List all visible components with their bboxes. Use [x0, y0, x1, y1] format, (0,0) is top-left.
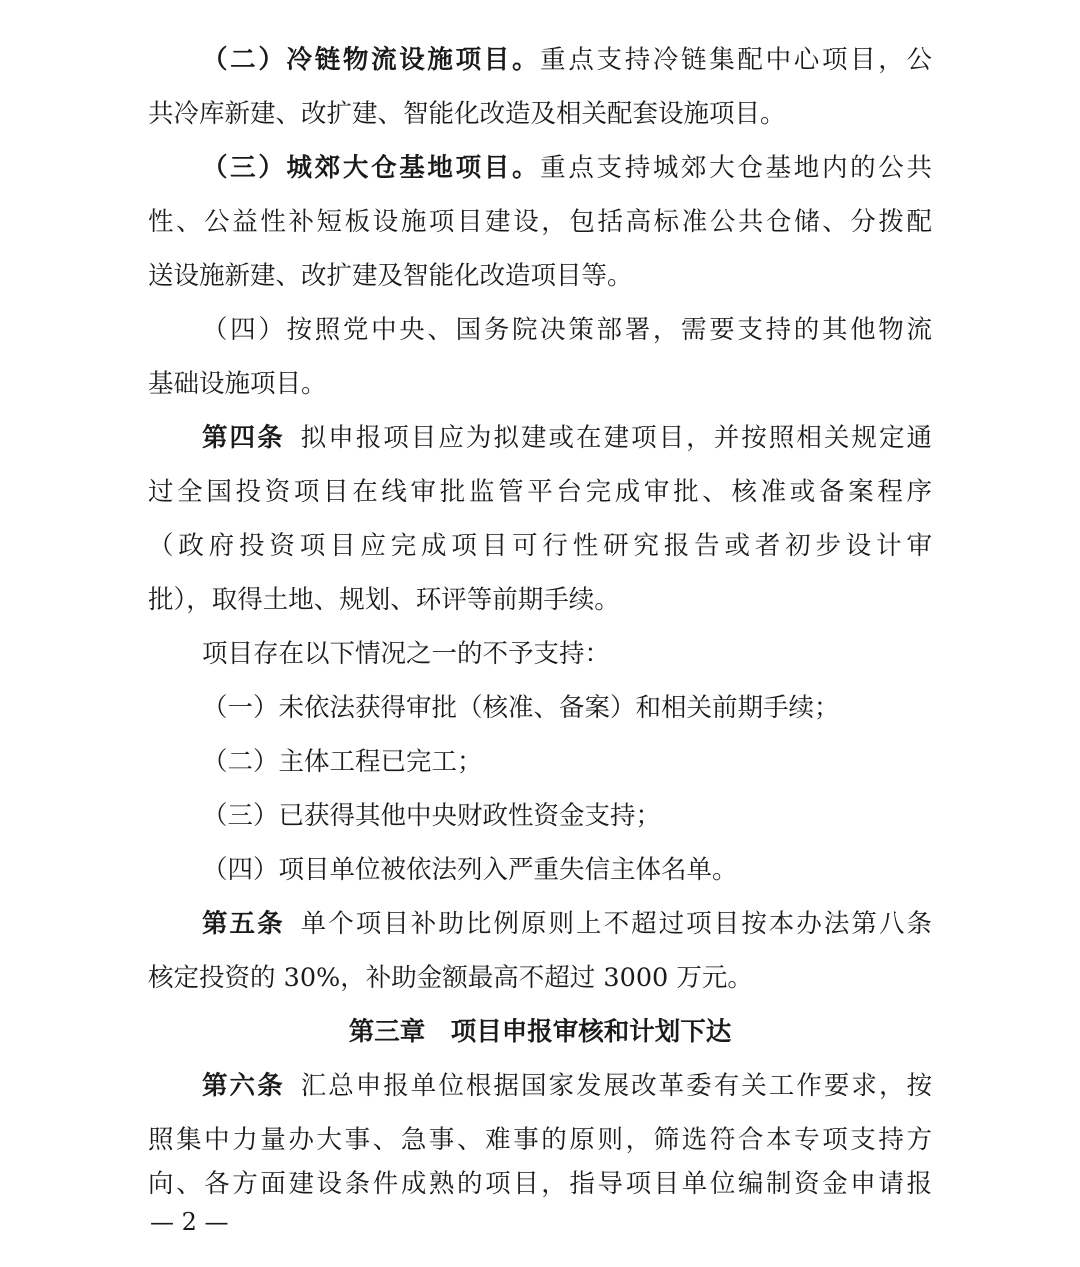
paragraph-line [202, 634, 932, 674]
line-text: 重点支持城郊大仓基地内的公共 [540, 153, 932, 183]
paragraph-line [148, 256, 932, 296]
line-text: 拟申报项目应为拟建或在建项目，并按照相关规定通 [298, 423, 932, 453]
article-number: 第五条 [202, 909, 285, 939]
line-text: 核定投资的 30%，补助金额最高不超过 3000 万元。 [148, 963, 753, 993]
page-number: — 2 — [150, 1208, 229, 1236]
paragraph-line [148, 1120, 932, 1160]
line-text: 单个项目补助比例原则上不超过项目按本办法第八条 [298, 909, 932, 939]
line-text: （四）项目单位被依法列入严重失信主体名单。 [202, 855, 738, 885]
paragraph-line [148, 472, 932, 512]
line-text: （二）主体工程已完工； [202, 747, 483, 777]
line-text: （政府投资项目应完成项目可行性研究报告或者初步设计审 [148, 531, 932, 561]
article-number: 第四条 [202, 423, 285, 453]
line-text: 送设施新建、改扩建及智能化改造项目等。 [148, 261, 633, 291]
line-text: 项目存在以下情况之一的不予支持： [202, 639, 611, 669]
line-text: 批），取得土地、规划、环评等前期手续。 [148, 585, 620, 615]
article-number: 第六条 [202, 1071, 285, 1101]
line-text: 照集中力量办大事、急事、难事的原则，筛选符合本专项支持方 [148, 1125, 932, 1155]
line-text: （四）按照党中央、国务院决策部署，需要支持的其他物流 [202, 315, 932, 345]
paragraph-line [148, 94, 932, 134]
line-text: 过全国投资项目在线审批监管平台完成审批、核准或备案程序 [148, 477, 932, 507]
line-text: 基础设施项目。 [148, 369, 327, 399]
paragraph-line [202, 1066, 932, 1106]
paragraph-line [202, 904, 932, 944]
paragraph-line [148, 526, 932, 566]
line-text: （三）已获得其他中央财政性资金支持； [202, 801, 662, 831]
paragraph-line [202, 796, 932, 836]
line-text: （一）未依法获得审批（核准、备案）和相关前期手续； [202, 693, 840, 723]
paragraph-line [202, 418, 932, 458]
paragraph-line [202, 688, 932, 728]
chapter-heading: 第三章 项目申报审核和计划下达 [348, 1017, 732, 1047]
paragraph-line [202, 310, 932, 350]
paragraph-line [202, 148, 932, 188]
line-text: 向、各方面建设条件成熟的项目，指导项目单位编制资金申请报 [148, 1169, 932, 1199]
paragraph-line [148, 1164, 932, 1204]
paragraph-line [148, 364, 932, 404]
item-lead: （三）城郊大仓基地项目。 [202, 153, 541, 183]
paragraph-line [148, 958, 932, 998]
line-text: 性、公益性补短板设施项目建设，包括高标准公共仓储、分拨配 [148, 207, 932, 237]
line-text: 共冷库新建、改扩建、智能化改造及相关配套设施项目。 [148, 99, 786, 129]
line-text: 汇总申报单位根据国家发展改革委有关工作要求，按 [298, 1071, 932, 1101]
line-text: 重点支持冷链集配中心项目，公 [540, 45, 932, 75]
paragraph-line [202, 850, 932, 890]
paragraph-line [148, 580, 932, 620]
paragraph-line [202, 40, 932, 80]
item-lead: （二）冷链物流设施项目。 [202, 45, 541, 75]
paragraph-line [148, 202, 932, 242]
paragraph-line [202, 742, 932, 782]
